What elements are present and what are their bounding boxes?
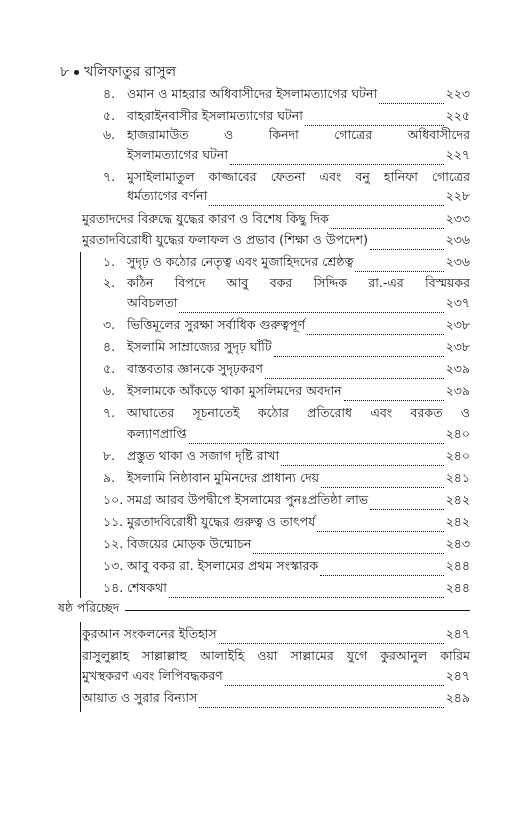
toc-row[interactable]: ১২. বিজয়ের মোড়ক উন্মোচন ২৪৩ <box>103 536 470 556</box>
toc-row[interactable]: ৭. মুসাইলামাতুল কাজ্জাবের ফেতনা এবং বনু হানিফা গোত্রের <box>103 169 470 184</box>
toc-row[interactable]: ৬. হাজরামাউত ও কিনদা গোত্রের অধিবাসীদের <box>103 127 470 142</box>
toc-row[interactable]: ৮. প্রস্তুত থাকা ও সজাগ দৃষ্টি রাখা ২৪০ <box>103 448 470 468</box>
bullet-dot-icon <box>74 70 79 75</box>
toc-row[interactable]: ৪. ওমান ও মাহরার অধিবাসীদের ইসলামত্যাগের ঘটনা ২২৩ <box>103 86 470 106</box>
toc-row[interactable]: মুরতাদবিরোধী যুদ্ধের ফলাফল ও প্রভাব (শিক্ষা ও উপদেশ) ২৩৬ <box>82 232 470 252</box>
vertical-rule <box>80 622 81 712</box>
toc-row-continued[interactable]: অবিচলতা ২৩৭ <box>127 295 470 315</box>
page-number: ৮ <box>60 64 70 80</box>
toc-row[interactable]: ৬. ইসলামকে আঁকড়ে থাকা মুসলিমদের অবদান ২৩৯ <box>103 383 470 403</box>
section-heading <box>58 600 470 620</box>
toc-row[interactable]: ৫. বাহরাইনবাসীর ইসলামত্যাগের ঘটনা ২২৫ <box>103 108 470 128</box>
section-title: ষষ্ঠ পরিচ্ছেদ <box>58 600 120 615</box>
vertical-rule <box>80 252 81 598</box>
toc-row[interactable]: ১০. সমগ্র আরব উপদ্বীপে ইসলামের পুনঃপ্রতিষ্ঠা লাভ ২৪২ <box>103 492 470 512</box>
toc-row[interactable]: ৭. আঘাতের সূচনাতেই কঠোর প্রতিরোধ এবং বরকত ও <box>103 405 470 420</box>
toc-row-continued[interactable]: মুখস্থকরণ এবং লিপিবদ্ধকরণ ২৪৭ <box>82 668 470 688</box>
toc-row[interactable]: ১১. মুরতাদবিরোধী যুদ্ধের গুরুত্ব ও তাৎপর্য ২৪২ <box>103 514 470 534</box>
toc-row-continued[interactable]: কল্যাণপ্রাপ্তি ২৪০ <box>127 426 470 446</box>
toc-row[interactable]: মুরতাদদের বিরুদ্ধে যুদ্ধের কারণ ও বিশেষ কিছু দিক ২৩৩ <box>82 211 470 231</box>
toc-row[interactable]: রাসুলুল্লাহ সাল্লাল্লাহু আলাইহি ওয়া সাল্লামের যুগে কুরআনুল কারিম <box>82 648 470 663</box>
book-title: খলিফাতুর রাসুল <box>84 64 177 80</box>
toc-row[interactable]: ১. সুদৃঢ় ও কঠোর নেতৃত্ব এবং মুজাহিদদের শ্রেষ্ঠত্ব ২৩৬ <box>103 254 470 274</box>
toc-row[interactable]: ৯. ইসলামি নিষ্ঠাবান মুমিনদের প্রাধান্য দেয় ২৪১ <box>103 470 470 490</box>
running-header <box>60 60 176 84</box>
toc-row[interactable]: ৪. ইসলামি সাম্রাজ্যের সুদৃঢ় ঘাঁটি ২৩৮ <box>103 339 470 359</box>
toc-row-continued[interactable]: ধর্মত্যাগের বর্ণনা ২২৮ <box>127 188 470 208</box>
section-rule <box>125 610 470 611</box>
toc-row[interactable]: ১৪. শেষকথা ২৪৪ <box>103 580 470 600</box>
toc-row[interactable]: ২. কঠিন বিপদে আবু বকর সিদ্দিক রা.-এর বিস্ময়কর <box>103 275 470 290</box>
toc-row[interactable]: ৫. বাস্তবতার জ্ঞানকে সুদৃঢ়করণ ২৩৯ <box>103 361 470 381</box>
toc-row[interactable]: ১৩. আবু বকর রা. ইসলামের প্রথম সংস্কারক ২৪৪ <box>103 558 470 578</box>
toc-row[interactable]: ৩. ভিত্তিমূলের সুরক্ষা সর্বাধিক গুরুত্বপূর্ণ ২৩৮ <box>103 317 470 337</box>
toc-row[interactable]: কুরআন সংকলনের ইতিহাস ২৪৭ <box>82 626 470 646</box>
toc-row[interactable]: আয়াত ও সুরার বিন্যাস ২৪৯ <box>82 690 470 710</box>
toc-row-continued[interactable]: ইসলামত্যাগের ঘটনা ২২৭ <box>127 147 470 167</box>
